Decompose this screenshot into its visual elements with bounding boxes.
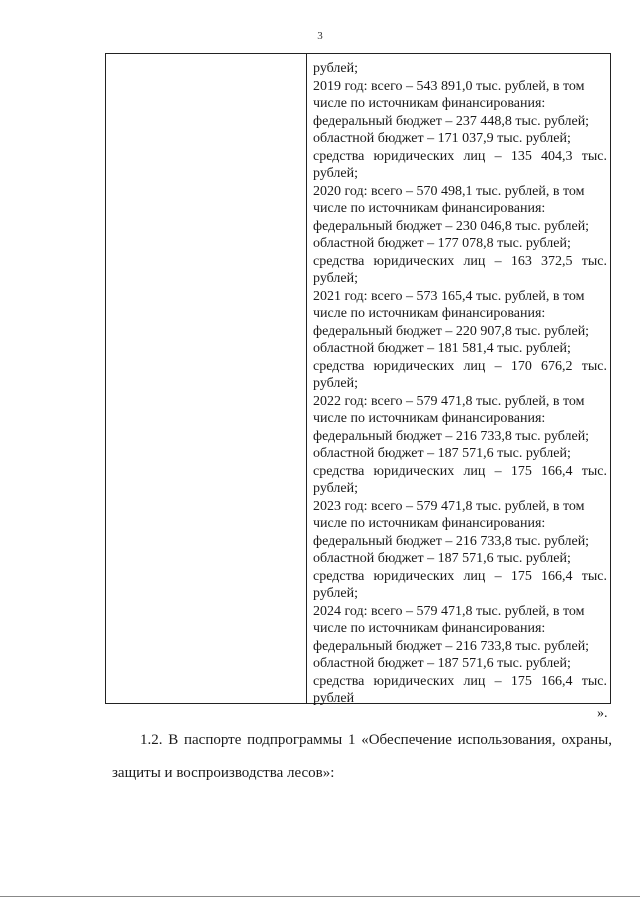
funding-line: рублей; (313, 61, 358, 76)
funding-line: 2020 год: всего – 570 498,1 тыс. рублей, в том (313, 183, 585, 199)
page-number: 3 (317, 30, 323, 42)
funding-line: средства юридических лиц – 135 404,3 тыс. (313, 148, 607, 164)
funding-line: средства юридических лиц – 175 166,4 тыс. (313, 673, 607, 689)
funding-line: 2022 год: всего – 579 471,8 тыс. рублей, в том (313, 393, 585, 409)
paragraph-line-1: 1.2. В паспорте подпрограммы 1 «Обеспечение использования, охраны, (140, 732, 612, 748)
funding-line: 2024 год: всего – 579 471,8 тыс. рублей, в том (313, 603, 585, 619)
funding-line: рублей; (313, 481, 358, 496)
funding-line: средства юридических лиц – 170 676,2 тыс. (313, 358, 607, 374)
funding-line: числе по источникам финансирования: (313, 516, 546, 531)
funding-line: областной бюджет – 187 571,6 тыс. рублей; (313, 446, 571, 461)
funding-line: областной бюджет – 187 571,6 тыс. рублей; (313, 656, 571, 671)
funding-line: средства юридических лиц – 163 372,5 тыс. (313, 253, 607, 269)
funding-line: рублей; (313, 271, 358, 286)
funding-line: числе по источникам финансирования: (313, 306, 546, 321)
funding-line: федеральный бюджет – 237 448,8 тыс. рублей; (313, 113, 590, 129)
funding-line: средства юридических лиц – 175 166,4 тыс. (313, 463, 607, 479)
funding-line: федеральный бюджет – 220 907,8 тыс. рублей; (313, 323, 590, 339)
funding-line: областной бюджет – 181 581,4 тыс. рублей; (313, 341, 571, 356)
funding-line: областной бюджет – 171 037,9 тыс. рублей; (313, 131, 571, 146)
funding-line: числе по источникам финансирования: (313, 201, 546, 216)
funding-line: 2021 год: всего – 573 165,4 тыс. рублей, в том (313, 288, 585, 304)
funding-line: рублей; (313, 166, 358, 181)
funding-line: федеральный бюджет – 216 733,8 тыс. рублей; (313, 533, 590, 549)
closing-quote: ». (597, 706, 608, 721)
passport-table (105, 53, 611, 704)
paragraph-line-2: защиты и воспроизводства лесов»: (112, 765, 335, 781)
funding-line: федеральный бюджет – 230 046,8 тыс. рублей; (313, 218, 590, 234)
funding-line: рублей; (313, 586, 358, 601)
funding-line: 2023 год: всего – 579 471,8 тыс. рублей, в том (313, 498, 585, 514)
funding-line: средства юридических лиц – 175 166,4 тыс. (313, 568, 607, 584)
funding-line: рублей; (313, 376, 358, 391)
funding-line: числе по источникам финансирования: (313, 96, 546, 111)
funding-line: федеральный бюджет – 216 733,8 тыс. рублей; (313, 638, 590, 654)
funding-line: рублей (313, 691, 355, 706)
bottom-rule (0, 896, 640, 897)
funding-line: федеральный бюджет – 216 733,8 тыс. рублей; (313, 428, 590, 444)
funding-line: 2019 год: всего – 543 891,0 тыс. рублей, в том (313, 78, 585, 94)
funding-line: числе по источникам финансирования: (313, 621, 546, 636)
funding-line: числе по источникам финансирования: (313, 411, 546, 426)
funding-line: областной бюджет – 187 571,6 тыс. рублей; (313, 551, 571, 566)
funding-line: областной бюджет – 177 078,8 тыс. рублей; (313, 236, 571, 251)
table-column-divider (306, 54, 307, 703)
funding-cell (313, 60, 607, 708)
